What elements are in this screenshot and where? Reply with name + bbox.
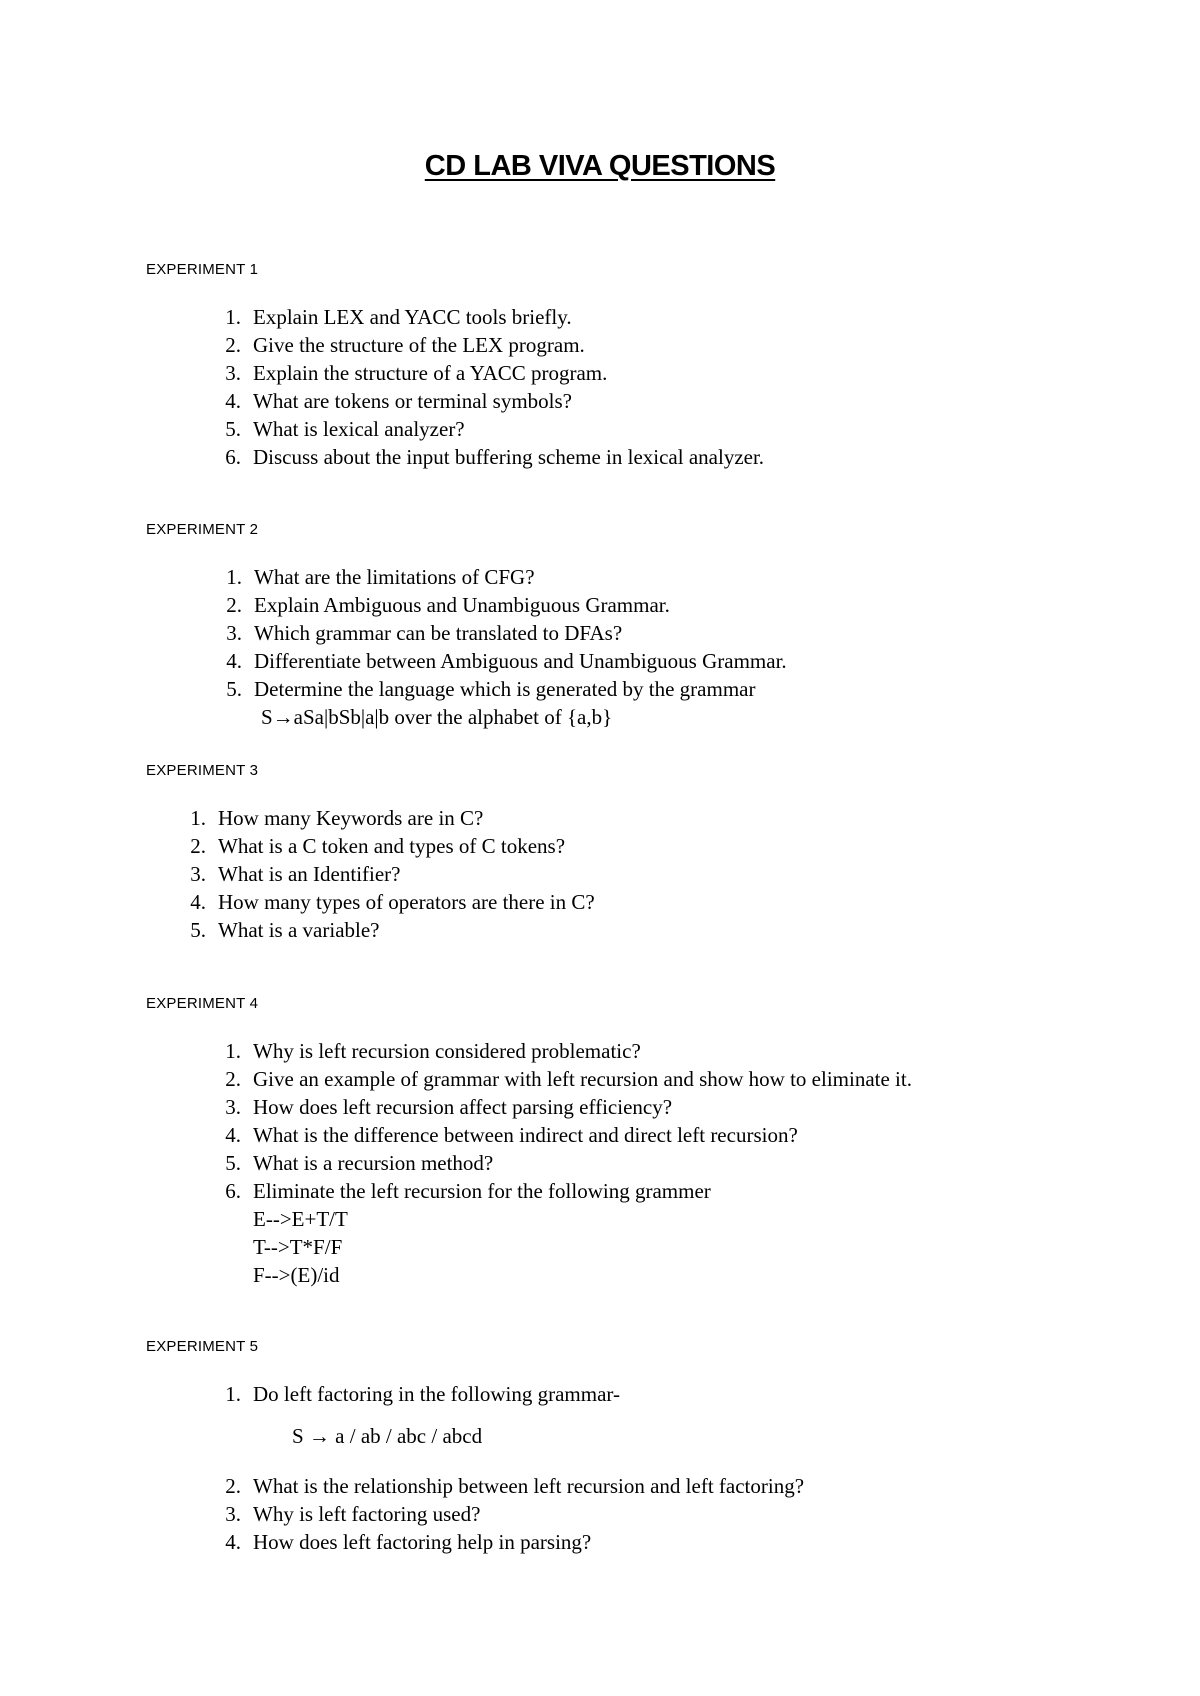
question-text: What is an Identifier?	[218, 862, 401, 886]
question-text: How many types of operators are there in C?	[218, 890, 595, 914]
list-item	[190, 888, 595, 916]
question-number: 5.	[190, 918, 206, 942]
question-number: 5.	[225, 1151, 241, 1175]
experiment-1-question-list	[225, 303, 765, 471]
question-text: How does left recursion affect parsing efficiency?	[253, 1095, 673, 1119]
list-item	[226, 647, 787, 675]
question-text: Why is left factoring used?	[253, 1502, 481, 1526]
experiment-2-heading: EXPERIMENT 2	[146, 521, 259, 538]
question-number: 1.	[226, 565, 242, 589]
question-text: Give the structure of the LEX program.	[253, 333, 585, 357]
list-item	[225, 1528, 804, 1556]
question-number: 2.	[225, 1067, 241, 1091]
question-text: Discuss about the input buffering scheme in lexical analyzer.	[253, 445, 765, 469]
grammar-rule: F-->(E)/id	[253, 1263, 340, 1287]
list-item	[226, 563, 787, 591]
page-title: CD LAB VIVA QUESTIONS	[424, 150, 776, 182]
list-item	[190, 804, 595, 832]
question-number: 5.	[226, 677, 242, 701]
list-item	[226, 675, 787, 731]
question-number: 3.	[226, 621, 242, 645]
question-number: 6.	[225, 445, 241, 469]
list-item	[225, 1093, 912, 1121]
experiment-3-heading: EXPERIMENT 3	[146, 762, 259, 779]
list-item	[225, 443, 765, 471]
experiment-5-question-list	[225, 1380, 620, 1408]
list-item	[225, 359, 764, 387]
list-item	[225, 1177, 912, 1289]
question-number: 4.	[190, 890, 206, 914]
question-text: Determine the language which is generated by the grammar	[254, 677, 756, 701]
experiment-3-question-list	[190, 804, 595, 944]
question-number: 2.	[190, 834, 206, 858]
question-text: What is the relationship between left recursion and left factoring?	[253, 1474, 805, 1498]
list-item	[225, 331, 764, 359]
question-text: What are tokens or terminal symbols?	[253, 389, 572, 413]
question-text: What are the limitations of CFG?	[254, 565, 535, 589]
question-text: Explain the structure of a YACC program.	[253, 361, 608, 385]
experiment-5-question-list-continued	[225, 1472, 805, 1556]
question-number: 4.	[226, 649, 242, 673]
grammar-rule: T-->T*F/F	[253, 1235, 343, 1259]
question-text: Why is left recursion considered problematic?	[253, 1039, 641, 1063]
experiment-4-question-list	[225, 1037, 912, 1289]
list-item	[225, 1500, 804, 1528]
question-number: 3.	[225, 1095, 241, 1119]
question-text: Give an example of grammar with left recursion and show how to eliminate it.	[253, 1067, 912, 1091]
question-number: 1.	[225, 1039, 241, 1063]
question-text: Explain Ambiguous and Unambiguous Grammar.	[254, 593, 670, 617]
experiment-1-heading: EXPERIMENT 1	[146, 261, 259, 278]
list-item	[225, 1121, 912, 1149]
question-number: 6.	[225, 1179, 241, 1203]
question-number: 2.	[225, 333, 241, 357]
experiment-4-heading: EXPERIMENT 4	[146, 995, 259, 1012]
question-number: 4.	[225, 389, 241, 413]
list-item	[226, 591, 787, 619]
question-text: Eliminate the left recursion for the following grammer	[253, 1179, 711, 1203]
question-text: What is lexical analyzer?	[253, 417, 465, 441]
list-item	[225, 303, 764, 331]
experiment-5-heading: EXPERIMENT 5	[146, 1338, 259, 1355]
list-item	[225, 1037, 912, 1065]
list-item	[225, 1065, 912, 1093]
question-text: How many Keywords are in C?	[218, 806, 484, 830]
question-text: Differentiate between Ambiguous and Unambiguous Grammar.	[254, 649, 787, 673]
question-text: What is a recursion method?	[253, 1151, 494, 1175]
grammar-example: S → a / ab / abc / abcd	[292, 1424, 483, 1448]
question-text: What is the difference between indirect and direct left recursion?	[253, 1123, 798, 1147]
question-number: 5.	[225, 417, 241, 441]
list-item	[225, 1472, 805, 1500]
list-item	[225, 1149, 912, 1177]
question-text: Explain LEX and YACC tools briefly.	[253, 305, 572, 329]
grammar-rule: E-->E+T/T	[253, 1207, 348, 1231]
question-number: 1.	[225, 1382, 241, 1406]
list-item	[190, 832, 595, 860]
question-number: 3.	[225, 361, 241, 385]
list-item	[190, 916, 595, 944]
question-text: Do left factoring in the following grammar-	[253, 1382, 620, 1406]
experiment-2-question-list	[226, 563, 787, 731]
list-item	[226, 619, 787, 647]
question-number: 3.	[190, 862, 206, 886]
question-number: 2.	[225, 1474, 241, 1498]
question-text: How does left factoring help in parsing?	[253, 1530, 592, 1554]
question-number: 4.	[225, 1530, 241, 1554]
list-item	[225, 387, 764, 415]
question-number: 1.	[225, 305, 241, 329]
question-number: 3.	[225, 1502, 241, 1526]
question-number: 1.	[190, 806, 206, 830]
question-text: Which grammar can be translated to DFAs?	[254, 621, 623, 645]
list-item	[225, 415, 764, 443]
question-text: What is a C token and types of C tokens?	[218, 834, 566, 858]
list-item	[225, 1380, 620, 1408]
question-text: What is a variable?	[218, 918, 380, 942]
grammar-rule: S→aSa|bSb|a|b over the alphabet of {a,b}	[261, 705, 613, 729]
question-number: 4.	[225, 1123, 241, 1147]
question-number: 2.	[226, 593, 242, 617]
list-item	[190, 860, 595, 888]
